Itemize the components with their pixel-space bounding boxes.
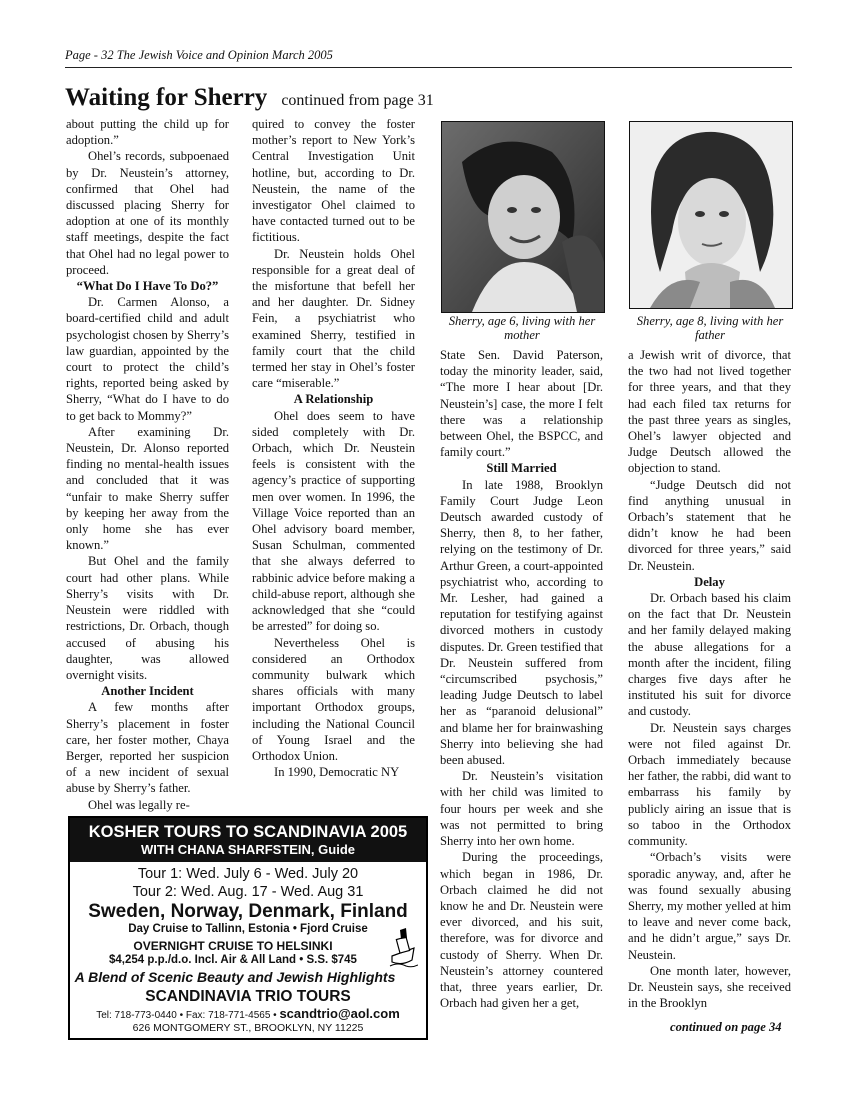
paragraph: “Orbach’s visits were sporadic anyway, and, after he was found sexually abusing Sherry, my mother yelled at him to leave and never come back, and he didn’t argue,” says Dr. Neustein. bbox=[628, 850, 791, 962]
paragraph: During the proceedings, which began in 1986, Dr. Orbach claimed he did not know he and Dr. Neustein were ever divorced, and his suit, therefore, was for divorce and custody of Sherry. When Dr. Neustein’s attorney countered that, three years earlier, Dr. Orbach had given her a get, bbox=[440, 850, 603, 1011]
ad-address: 626 MONTGOMERY ST., BROOKLYN, NY 11225 bbox=[132, 1022, 364, 1034]
paragraph: Dr. Neustein holds Ohel responsible for a great deal of the misfortune that befell her and her daughter. Dr. Sidney Fein, a psychiatrist who examined Sherry, testified in family court that the child termed her stay in Ohel’s foster care “miserable.” bbox=[252, 246, 415, 391]
paragraph: about putting the child up for adoption.” bbox=[66, 117, 229, 148]
paragraph: Nevertheless Ohel is considered an Orthodox community bulwark which shares officials with many important Orthodox groups, including the National Council of Young Israel and the Orthodox Union. bbox=[252, 635, 415, 763]
ship-icon bbox=[388, 926, 418, 968]
photo-sherry-age-8 bbox=[629, 121, 793, 309]
paragraph: a Jewish writ of divorce, that the two had not lived together for three years, and that they had each filed tax returns for the past three years as singles, Ohel’s lawyer objected and Judge Deutsch allowed the objection to stand. bbox=[628, 348, 791, 476]
ad-tour-2: Tour 2: Wed. Aug. 17 - Wed. Aug 31 bbox=[132, 884, 364, 900]
paragraph: Dr. Orbach based his claim on the fact that Dr. Neustein and her family delayed making the abuse allegations for a month after the incident, filing charges five days after he instituted his suit for divorce and custody. bbox=[628, 591, 791, 719]
subhead: Another Incident bbox=[101, 684, 194, 699]
paragraph: Dr. Carmen Alonso, a board-certified child and adult psychologist chosen by Sherry’s law guardian, appointed by the court to protect the child’s rights, reported being asked by Sherry, “What do I have to do to get back to Mommy?” bbox=[66, 295, 229, 423]
subhead: A Relationship bbox=[293, 392, 374, 407]
continued-from: continued from page 31 bbox=[281, 92, 434, 109]
continued-on: continued on page 34 bbox=[670, 1020, 782, 1034]
paragraph: State Sen. David Paterson, today the minority leader, said, “The more I hear about [Dr. Neustein’s] case, the more I felt there was a relationship between Ohel, the BSPCC, and family court.” bbox=[440, 348, 603, 460]
paragraph: But Ohel and the family court had other plans. While Sherry’s visits with Dr. Neustein were riddled with restrictions, Dr. Orbach, though accused of abusing his daughter, was allowed overnight visits. bbox=[66, 554, 229, 682]
subhead: Delay bbox=[694, 574, 725, 589]
ad-overnight: OVERNIGHT CRUISE TO HELSINKI bbox=[133, 939, 333, 953]
paragraph: quired to convey the foster mother’s report to New York’s Central Investigation Unit hotline, but, according to Dr. Neustein, the name of the investigator Ohel claimed to have contacted turned out to be fictitious. bbox=[252, 117, 415, 245]
column-2 bbox=[252, 116, 415, 780]
subhead: Still Married bbox=[486, 461, 557, 476]
subhead: “What Do I Have To Do?” bbox=[76, 279, 219, 294]
ad-guide: WITH CHANA SHARFSTEIN, Guide bbox=[70, 842, 426, 862]
photo-sherry-age-6 bbox=[441, 121, 605, 313]
ad-headline: KOSHER TOURS TO SCANDINAVIA 2005 bbox=[70, 818, 426, 842]
paragraph: In 1990, Democratic NY bbox=[274, 765, 400, 780]
column-1 bbox=[66, 116, 229, 813]
column-3 bbox=[440, 347, 603, 1011]
ad-blend: A Blend of Scenic Beauty and Jewish Highlights bbox=[74, 969, 396, 985]
paragraph: Ohel does seem to have sided completely with Dr. Orbach, which Dr. Neustein feels is consistent with the agency’s practice of supporting men over women. In 1996, the Village Voice reported than an Ohel advisory board member, Susan Schulman, commented that she always deferred to rabbinic advice before making a child-abuse report, although she acknowledged that she “could be arrested” for doing so. bbox=[252, 408, 415, 634]
photo-caption-right: Sherry, age 8, living with her father bbox=[636, 314, 784, 342]
ad-countries: Sweden, Norway, Denmark, Finland bbox=[88, 901, 408, 922]
paragraph: Ohel’s records, subpoenaed by Dr. Neustein’s attorney, confirmed that Ohel had discussed placing Sherry for adoption at one of its monthly staff meetings, despite the fact that Ohel had no legal power to proceed. bbox=[66, 149, 229, 277]
ad-contact bbox=[70, 1007, 426, 1022]
ad-phone-fax: Tel: 718-773-0440 • Fax: 718-771-4565 • bbox=[96, 1010, 277, 1021]
paragraph: Dr. Neustein says charges were not filed against Dr. Orbach immediately because her father, the rabbi, did want to embarrass his family by publicly airing an issue that is so taboo in the Orthodox community. bbox=[628, 720, 791, 849]
tour-advertisement bbox=[68, 816, 428, 1040]
photo-caption-left: Sherry, age 6, living with her mother bbox=[448, 314, 596, 342]
paragraph: Dr. Neustein’s visitation with her child was limited to four hours per week and she was not permitted to bring Sherry into her own home. bbox=[440, 769, 603, 849]
header-rule bbox=[65, 67, 792, 68]
ad-tour-1: Tour 1: Wed. July 6 - Wed. July 20 bbox=[137, 866, 359, 882]
headline: Waiting for Sherry bbox=[65, 84, 268, 111]
article-title bbox=[65, 84, 434, 115]
ad-cruises: Day Cruise to Tallinn, Estonia • Fjord Cruise bbox=[128, 923, 368, 935]
paragraph: In late 1988, Brooklyn Family Court Judge Leon Deutsch awarded custody of Sherry, then 8, to her father, relying on the testimony of Dr. Arthur Green, a court-appointed psychiatrist who, according to Mr. Lesher, had gained a reputation for testifying against divorced mothers in custody disputes. Dr. Green testified that Dr. Neustein suffered from “circumscribed psychosis,” leading Judge Deutsch to label her as “paranoid delusional” and blame her for brainwashing Sherry into believing she had been abused. bbox=[440, 477, 603, 768]
paragraph: After examining Dr. Neustein, Dr. Alonso reported finding no mental-health issues and concluded that it was “unfair to make Sherry suffer by keeping her away from the only home she has ever known.” bbox=[66, 424, 229, 553]
running-head: Page - 32 The Jewish Voice and Opinion March 2005 bbox=[65, 48, 333, 62]
column-4 bbox=[628, 347, 791, 1011]
ad-price: $4,254 p.p./d.o. Incl. Air & All Land • S.S. $745 bbox=[109, 954, 357, 966]
ad-email: scandtrio@aol.com bbox=[279, 1006, 400, 1021]
ad-company: SCANDINAVIA TRIO TOURS bbox=[145, 988, 351, 1005]
paragraph: One month later, however, Dr. Neustein says, she received in the Brooklyn bbox=[628, 963, 791, 1011]
paragraph: A few months after Sherry’s placement in foster care, her foster mother, Chaya Berger, reported her suspicion of a new incident of sexual abuse by Sherry’s father. bbox=[66, 700, 229, 796]
paragraph: “Judge Deutsch did not find anything unusual in Orbach’s statement that he didn’t know he had been divorced for three years,” said Dr. Neustein. bbox=[628, 477, 791, 573]
paragraph: Ohel was legally re- bbox=[88, 797, 190, 812]
